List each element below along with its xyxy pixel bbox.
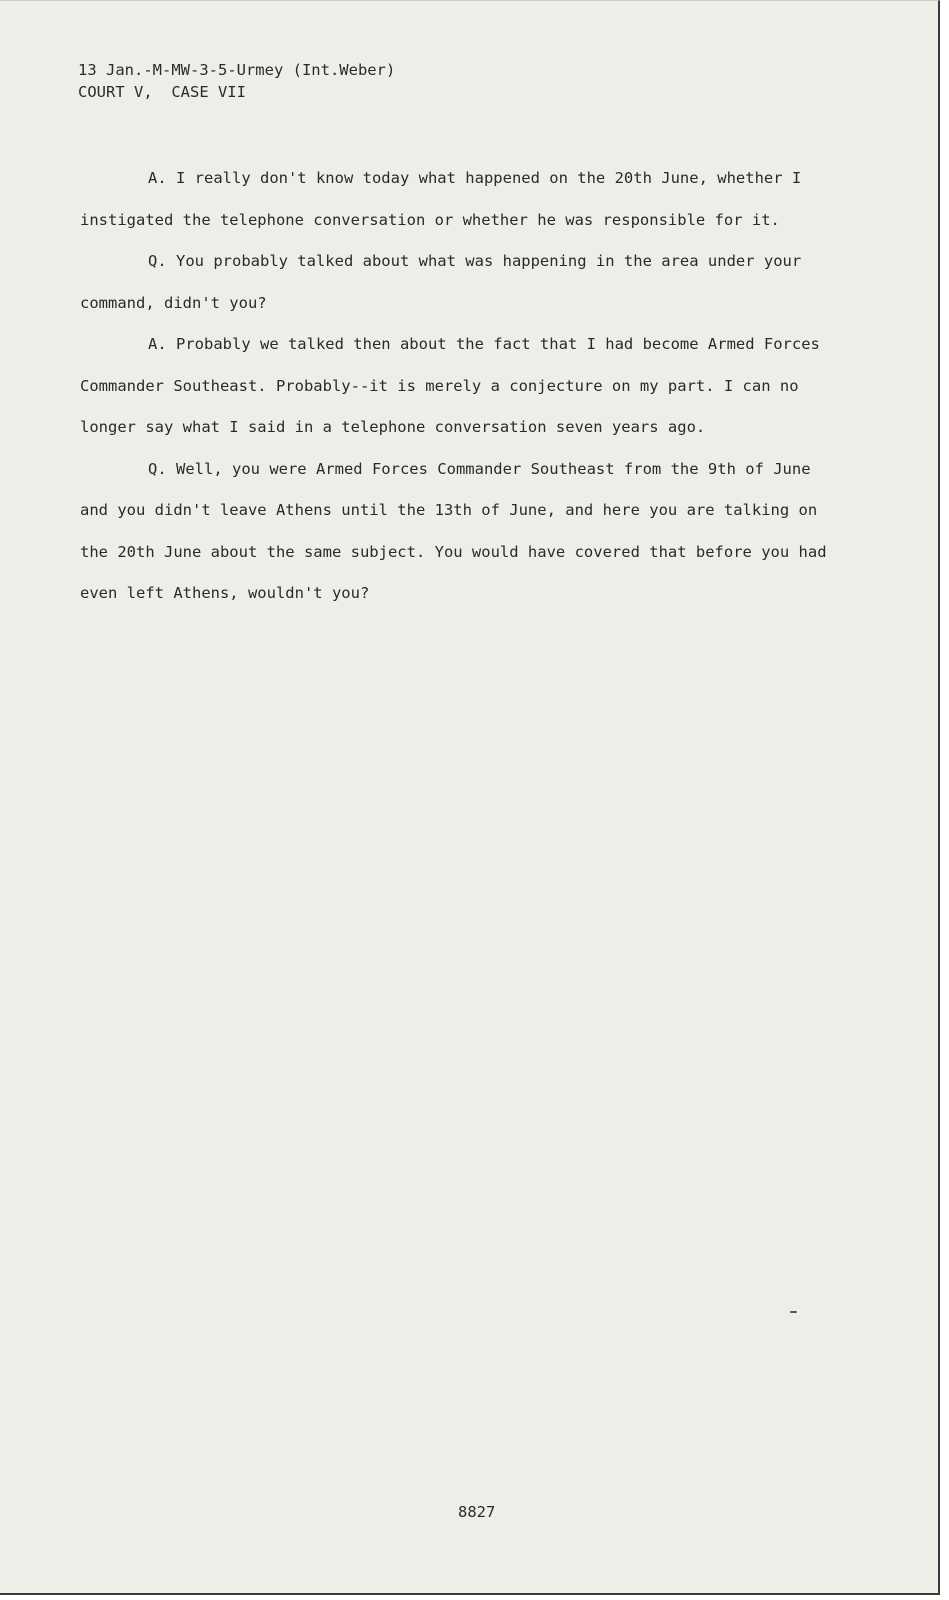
header-line-2: COURT V, CASE VII [78, 83, 246, 101]
header-line-1: 13 Jan.-M-MW-3-5-Urmey (Int.Weber) [78, 61, 396, 79]
page-number: 8827 [458, 1503, 496, 1521]
document-header [78, 59, 395, 103]
transcript-paragraph: Q. Well, you were Armed Forces Commander Southeast from the 9th of June and you didn't leave Athens until the 13th of June, and here you are talking on the 20th June about the same subject. You would have covered that before you had even left Athens, wouldn't you? [80, 459, 827, 602]
paper-speck [790, 1311, 797, 1313]
transcript-paragraph: A. Probably we talked then about the fact that I had become Armed Forces Commander Southeast. Probably--it is merely a conjecture on my part. I can no longer say what I said in a telephone conversation seven years ago. [80, 335, 820, 436]
transcript-body [80, 158, 840, 615]
transcript-paragraph: Q. You probably talked about what was happening in the area under your command, didn't you? [80, 252, 802, 312]
transcript-paragraph: A. I really don't know today what happened on the 20th June, whether I instigated the telephone conversation or whether he was responsible for it. [80, 169, 802, 229]
